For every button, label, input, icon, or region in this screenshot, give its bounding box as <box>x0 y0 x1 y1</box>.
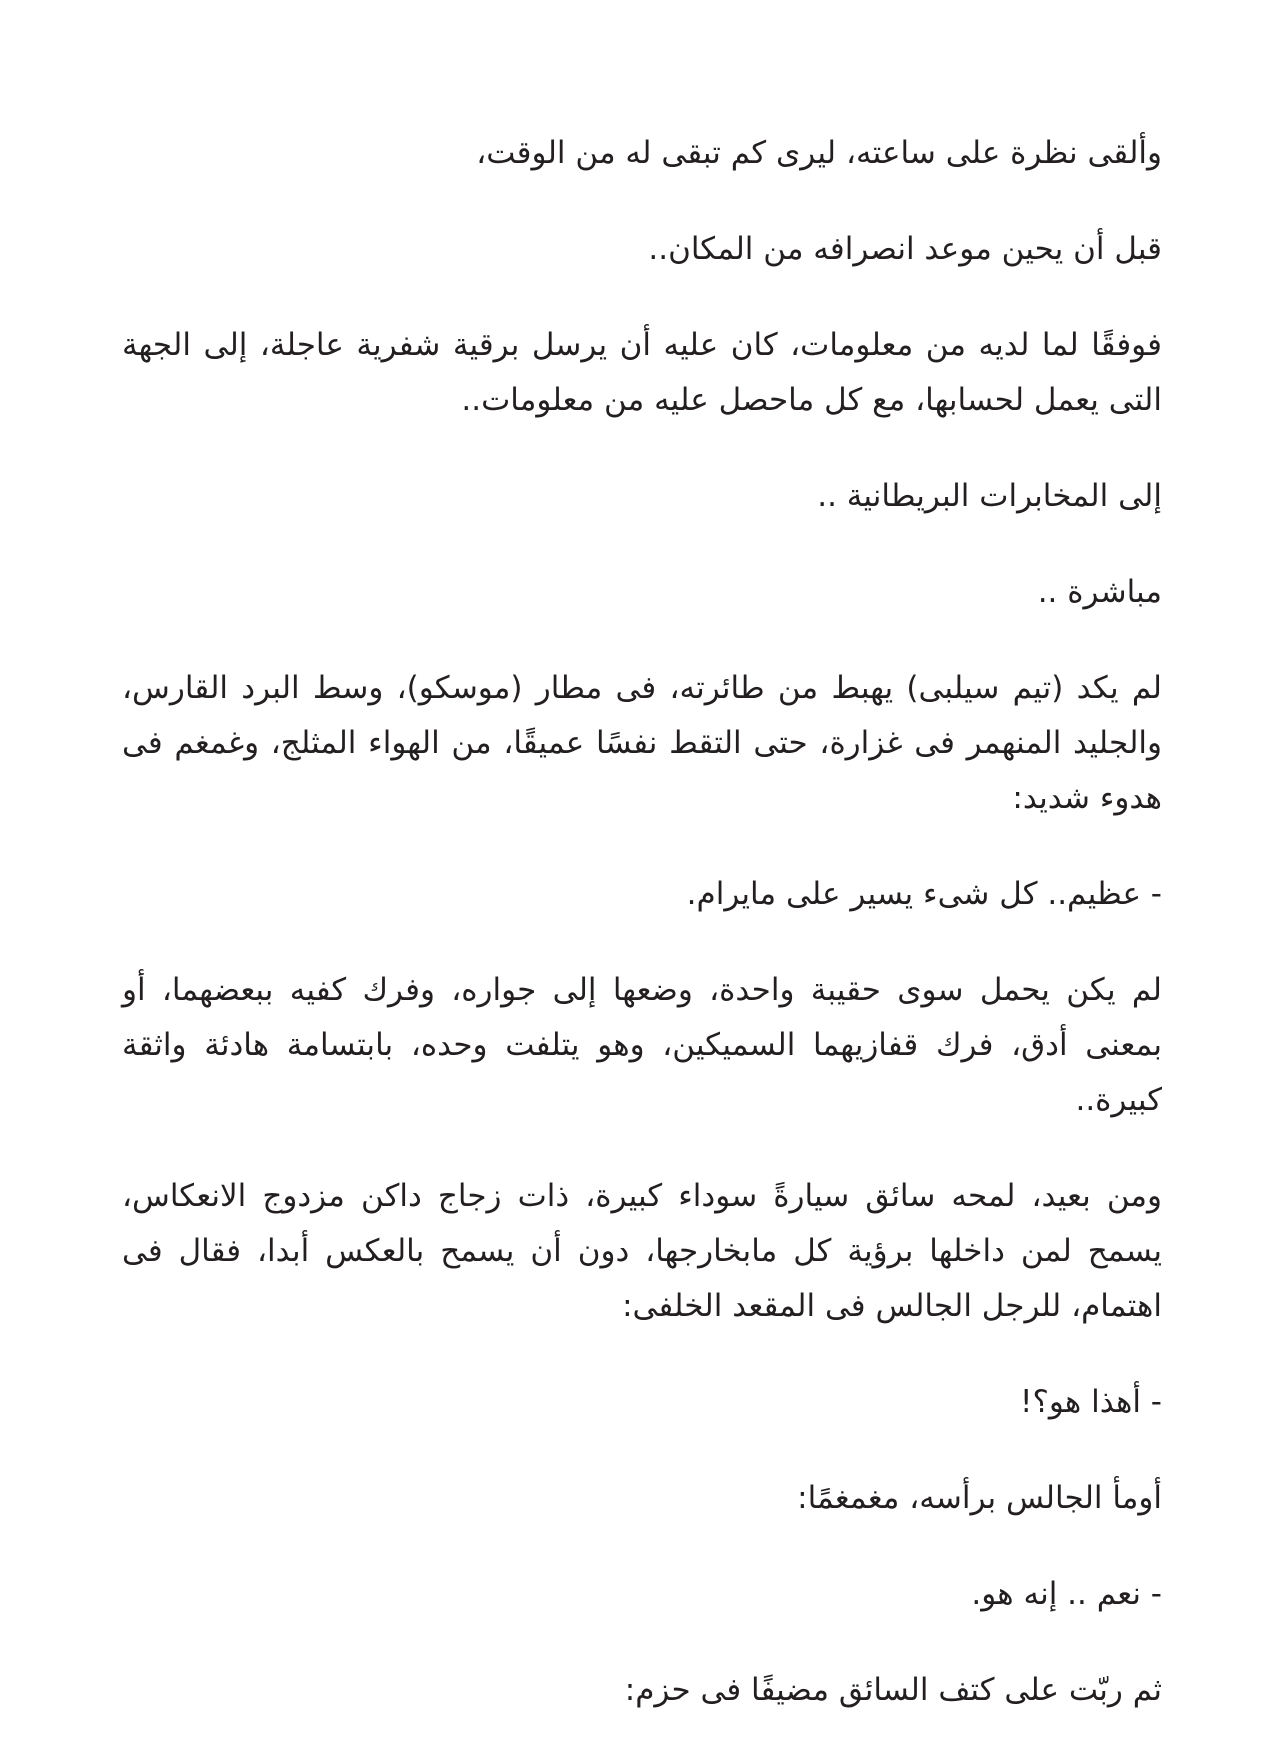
paragraph: لم يكن يحمل سوى حقيبة واحدة، وضعها إلى جواره، وفرك كفيه ببعضهما، أو بمعنى أدق، فرك قفازيهما السميكين، وهو يتلفت وحده، بابتسامة هادئة واثقة كبيرة.. <box>122 972 1162 1118</box>
paragraph: وألقى نظرة على ساعته، ليرى كم تبقى له من الوقت، <box>476 135 1162 171</box>
paragraph: فوفقًا لما لديه من معلومات، كان عليه أن يرسل برقية شفرية عاجلة، إلى الجهة التى يعمل لحسابها، مع كل ماحصل عليه من معلومات.. <box>122 327 1162 418</box>
paragraph: أومأ الجالس برأسه، مغمغمًا: <box>797 1480 1162 1516</box>
dialogue-line: - نعم .. إنه هو. <box>971 1576 1162 1612</box>
paragraph: ثم ربّت على كتف السائق مضيفًا فى حزم: <box>624 1672 1162 1708</box>
paragraph: إلى المخابرات البريطانية .. <box>817 478 1162 514</box>
dialogue-line: - عظيم.. كل شىء يسير على مايرام. <box>686 876 1162 912</box>
document-body <box>122 126 1162 1718</box>
dialogue-line: - أهذا هو؟! <box>1020 1384 1162 1420</box>
paragraph: ومن بعيد، لمحه سائق سيارةً سوداء كبيرة، ذات زجاج داكن مزدوج الانعكاس، يسمح لمن داخلها برؤية كل مابخارجها، دون أن يسمح بالعكس أبدا، فقال فى اهتمام، للرجل الجالس فى المقعد الخلفى: <box>122 1178 1162 1324</box>
paragraph: مباشرة .. <box>1037 574 1162 610</box>
paragraph: لم يكد (تيم سيلبى) يهبط من طائرته، فى مطار (موسكو)، وسط البرد القارس، والجليد المنهمر فى غزارة، حتى التقط نفسًا عميقًا، من الهواء المثلج، وغمغم فى هدوء شديد: <box>122 670 1162 816</box>
paragraph: قبل أن يحين موعد انصرافه من المكان.. <box>648 231 1162 267</box>
